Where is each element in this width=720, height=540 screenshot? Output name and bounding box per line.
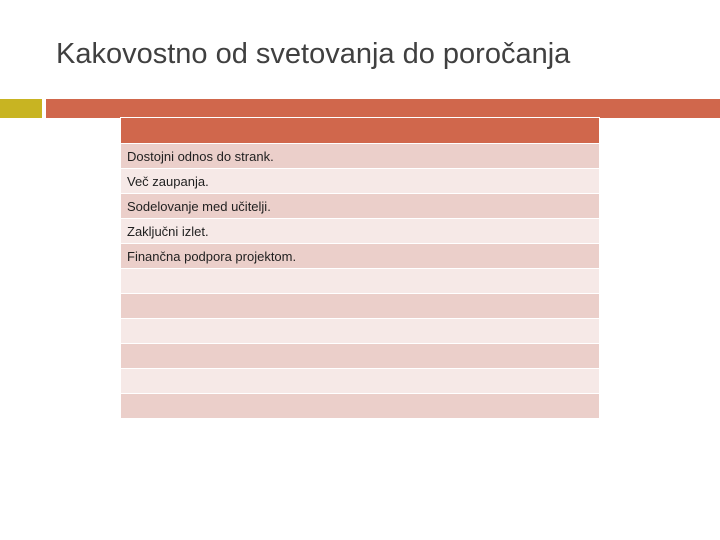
table-row: Zaključni izlet.	[120, 219, 600, 244]
table-row	[120, 319, 600, 344]
table-row: Sodelovanje med učitelji.	[120, 194, 600, 219]
table-row	[120, 344, 600, 369]
table-row	[120, 294, 600, 319]
table-row	[120, 269, 600, 294]
table-row: Več zaupanja.	[120, 169, 600, 194]
content-table	[120, 117, 600, 419]
table-row	[120, 394, 600, 419]
table-row: Dostojni odnos do strank.	[120, 144, 600, 169]
accent-block	[0, 99, 42, 118]
accent-bar	[46, 99, 720, 118]
table-row: Finančna podpora projektom.	[120, 244, 600, 269]
table-header	[120, 117, 600, 144]
table-row	[120, 369, 600, 394]
slide-title: Kakovostno od svetovanja do poročanja	[56, 38, 571, 70]
